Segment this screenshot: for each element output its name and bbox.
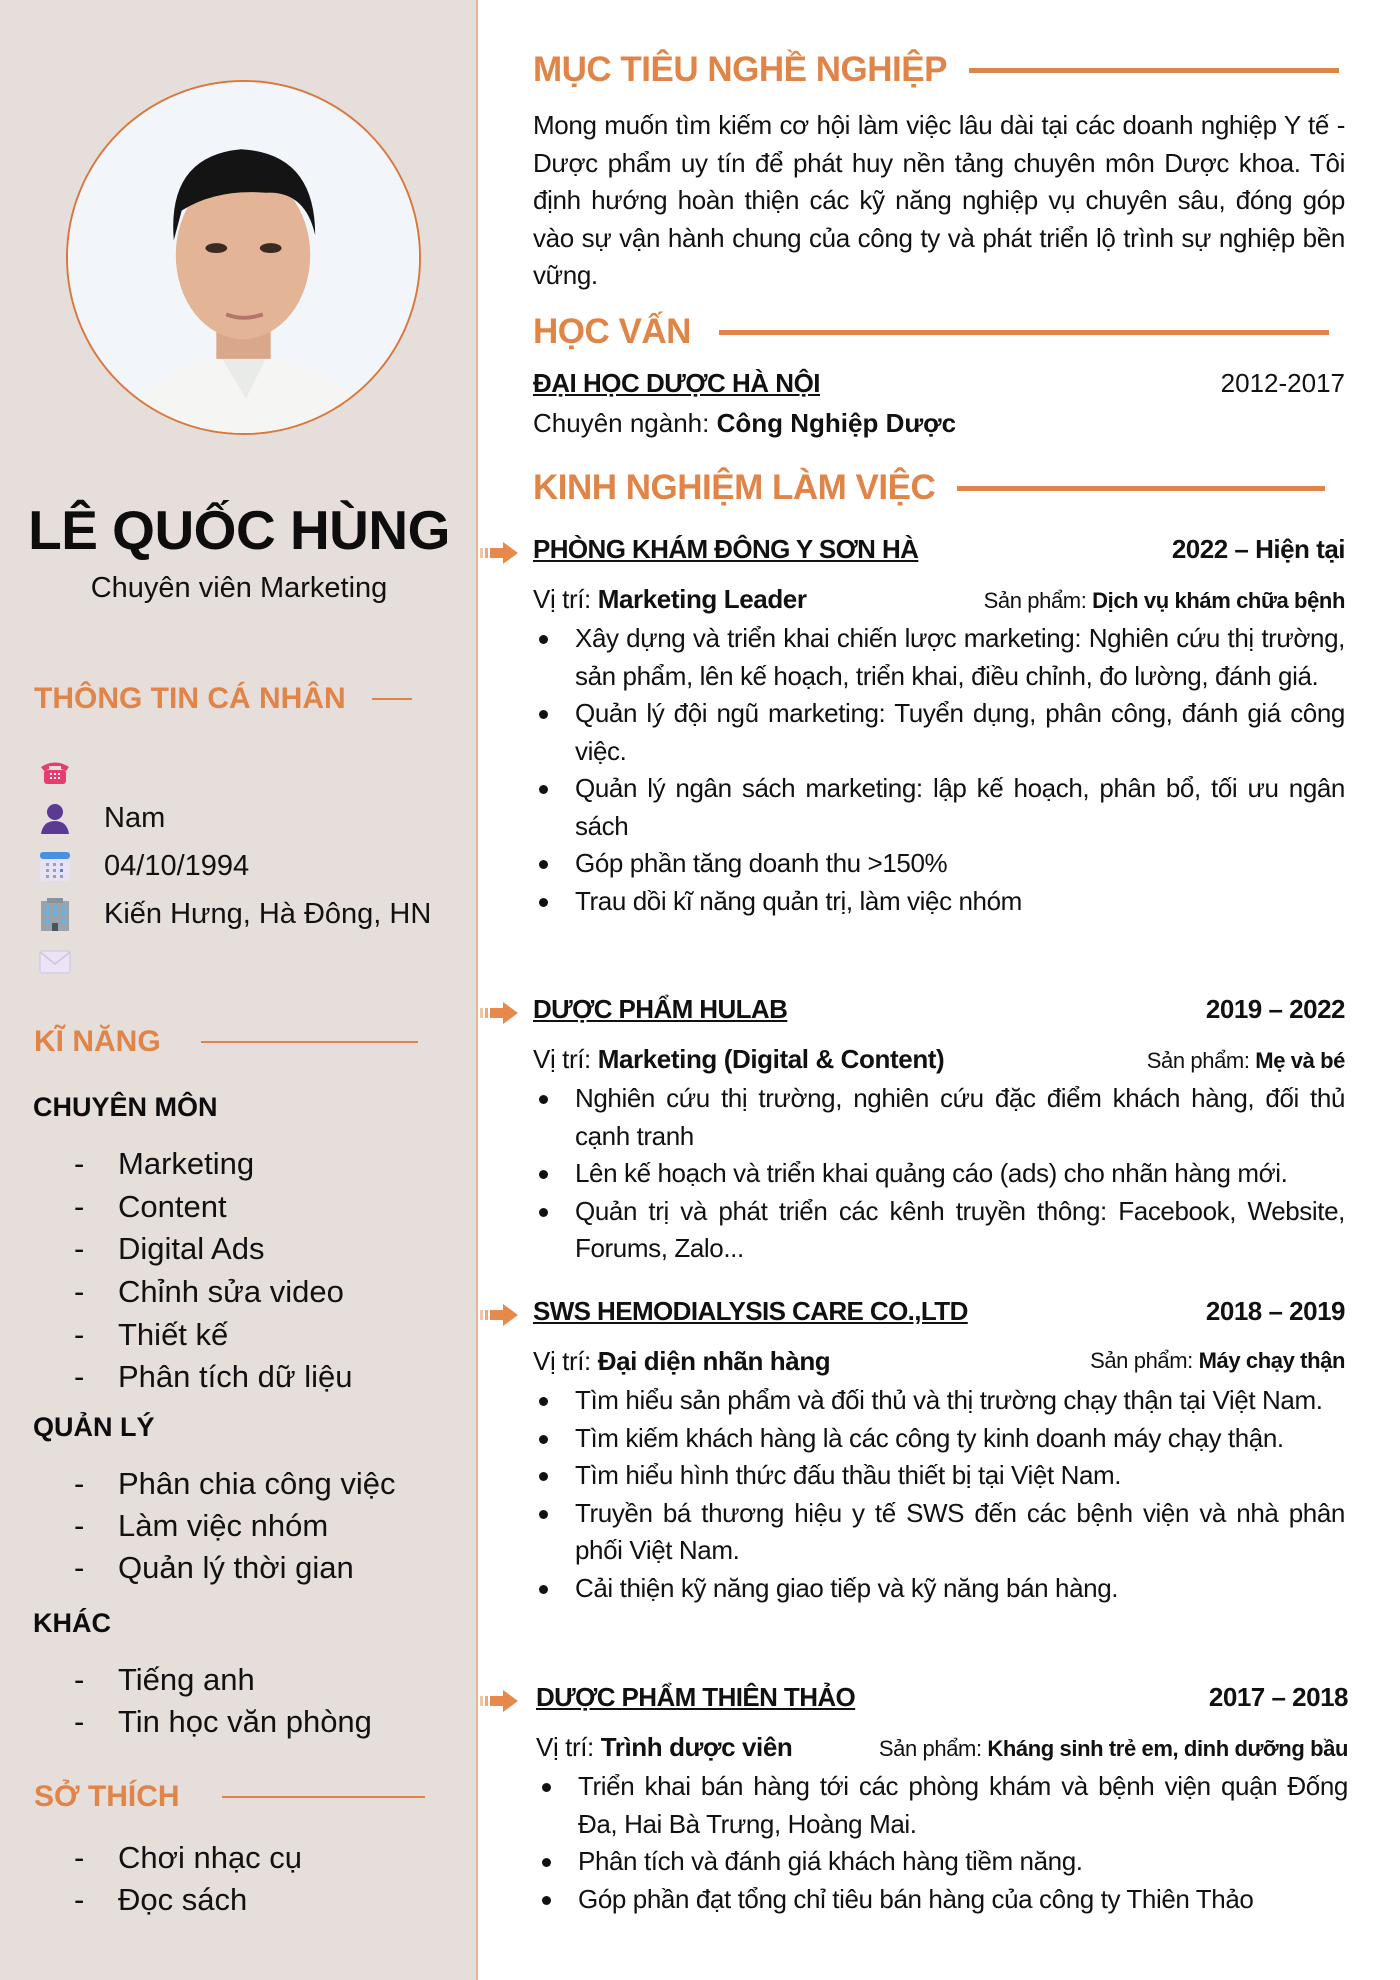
arrow-right-icon [480,1002,518,1024]
info-phone [38,752,104,792]
info-email [38,942,104,982]
hobby-item: - Chơi nhạc cụ [74,1840,303,1875]
job-bullet: Nghiên cứu thị trường, nghiên cứu đặc điểm khách hàng, đối thủ cạnh tranh [533,1080,1345,1155]
skills-heading-text: KĨ NĂNG [34,1025,161,1058]
arrow-right-icon [480,1304,518,1326]
candidate-title: Chuyên viên Marketing [90,572,388,604]
skill-item: - Phân tích dữ liệu [74,1359,353,1394]
skill-item: - Content [74,1189,227,1224]
product-label: Sản phẩm: [878,1736,988,1761]
job-company: PHÒNG KHÁM ĐÔNG Y SƠN HÀ [533,534,919,564]
product-value: Kháng sinh trẻ em, dinh dưỡng bầu [987,1736,1348,1761]
info-gender [38,798,165,838]
role-label: Vị trí: [533,1044,598,1074]
hobbies-heading [34,1780,425,1814]
job-bullet: Góp phần tăng doanh thu >150% [533,845,1345,883]
skill-item-label: Chỉnh sửa video [118,1274,344,1309]
job-company: DƯỢC PHẨM THIÊN THẢO [536,1682,856,1712]
heading-rule [969,68,1339,73]
skill-group-title: QUẢN LÝ [33,1412,155,1442]
job-bullet: Cải thiện kỹ năng giao tiếp và kỹ năng bán hàng. [533,1570,1345,1608]
job-role [533,1044,944,1075]
hobby-item-label: Chơi nhạc cụ [118,1840,303,1875]
product-value: Dịch vụ khám chữa bệnh [1092,588,1345,613]
job-product [984,588,1345,614]
major-value: Công Nghiệp Dược [716,408,957,438]
role-value: Marketing (Digital & Content) [597,1044,945,1074]
experience-heading-text: KINH NGHIỆM LÀM VIỆC [533,468,936,507]
birthdate-value: 04/10/1994 [104,849,250,882]
arrow-right-icon [480,542,518,564]
job-bullet: Góp phần đạt tổng chỉ tiêu bán hàng của công ty Thiên Thảo [536,1881,1348,1919]
telephone-icon [38,757,72,787]
profile-photo [66,80,421,435]
job-bullet: Quản trị và phát triển các kênh truyền thông: Facebook, Website, Forums, Zalo... [533,1193,1345,1268]
personal-info-heading-text: THÔNG TIN CÁ NHÂN [34,682,346,715]
skill-item: - Thiết kế [74,1317,229,1352]
education-school: ĐẠI HỌC DƯỢC HÀ NỘI [533,368,821,398]
job-bullets [533,620,1345,920]
skill-item-label: Phân chia công việc [118,1466,396,1501]
heading-rule [957,486,1325,491]
candidate-name: LÊ QUỐC HÙNG [28,499,450,561]
job-bullet: Quản lý ngân sách marketing: lập kế hoạch, phân bổ, tối ưu ngân sách [533,770,1345,845]
role-value: Đại diện nhãn hàng [597,1346,831,1376]
education-heading-text: HỌC VẤN [533,312,691,351]
skills-heading [34,1025,418,1059]
skill-item-label: Marketing [118,1146,255,1181]
job-period: 2017 – 2018 [1208,1682,1348,1712]
arrow-right-icon [480,1690,518,1712]
job-bullet: Xây dựng và triển khai chiến lược marketing: Nghiên cứu thị trường, sản phẩm, lên kế hoạch, triển khai, điều chỉnh, đo lường, đánh giá. [533,620,1345,695]
skill-item-label: Tiếng anh [118,1662,255,1697]
sidebar [0,0,478,1980]
role-value: Marketing Leader [597,584,807,614]
hobby-item: - Đọc sách [74,1882,248,1917]
job-bullet: Trau dồi kĩ năng quản trị, làm việc nhóm [533,883,1345,921]
info-address [38,894,431,934]
objective-heading [533,50,1339,90]
role-label: Vị trí: [533,584,598,614]
job-role [533,1346,830,1377]
experience-heading [533,468,1325,508]
job-company: SWS HEMODIALYSIS CARE CO.,LTD [533,1296,968,1326]
product-label: Sản phẩm: [1146,1048,1256,1073]
job-role [533,584,807,615]
job-bullet: Truyền bá thương hiệu y tế SWS đến các bệnh viện và nhà phân phối Việt Nam. [533,1495,1345,1570]
envelope-icon [38,947,72,977]
job-product [1147,1048,1345,1074]
heading-rule [719,330,1329,335]
heading-rule [201,1041,418,1043]
personal-info-heading [34,682,412,716]
skill-item: - Marketing [74,1146,255,1181]
skill-item-label: Quản lý thời gian [118,1550,354,1585]
person-icon [38,803,72,833]
job-period: 2022 – Hiện tại [1171,534,1345,564]
skill-item: - Làm việc nhóm [74,1508,329,1543]
job-bullet: Phân tích và đánh giá khách hàng tiềm năng. [536,1843,1348,1881]
skill-item-label: Thiết kế [118,1317,229,1352]
heading-rule [222,1796,425,1798]
skill-item: - Digital Ads [74,1231,265,1266]
job-bullets [533,1382,1345,1607]
job-company: DƯỢC PHẨM HULAB [533,994,788,1024]
product-label: Sản phẩm: [1090,1348,1199,1373]
job-product [879,1736,1348,1762]
job-period: 2019 – 2022 [1205,994,1345,1024]
job-bullet: Quản lý đội ngũ marketing: Tuyển dụng, phân công, đánh giá công việc. [533,695,1345,770]
skill-group-title: KHÁC [33,1608,111,1638]
heading-rule [372,698,412,700]
skill-item-label: Digital Ads [118,1231,265,1266]
skill-item-label: Content [118,1189,227,1224]
job-bullet: Tìm hiểu hình thức đấu thầu thiết bị tại Việt Nam. [533,1457,1345,1495]
address-value: Kiến Hưng, Hà Đông, HN [104,897,432,930]
calendar-icon [38,851,72,881]
hobby-item-label: Đọc sách [118,1882,248,1917]
product-label: Sản phẩm: [983,588,1093,613]
education-major [533,408,956,439]
product-value: Máy chạy thận [1198,1348,1345,1373]
job-period: 2018 – 2019 [1205,1296,1345,1326]
skill-item: - Phân chia công việc [74,1466,396,1501]
gender-value: Nam [104,801,166,834]
objective-text: Mong muốn tìm kiếm cơ hội làm việc lâu dài tại các doanh nghiệp Y tế - Dược phẩm uy tín để phát huy nền tảng chuyên môn Dược khoa. Tôi định hướng hoàn thiện các kỹ năng nghiệp vụ chuyên sâu, đóng góp vào sự vận hành chung của công ty và phát triển lộ trình sự nghiệp bền vững. [533,110,1345,290]
education-heading [533,312,1329,352]
skill-item: - Quản lý thời gian [74,1550,354,1585]
skill-group-title: CHUYÊN MÔN [33,1092,218,1122]
skill-item: - Tiếng anh [74,1662,255,1697]
job-bullet: Tìm kiếm khách hàng là các công ty kinh doanh máy chạy thận. [533,1420,1345,1458]
skill-item-label: Phân tích dữ liệu [118,1359,353,1394]
role-label: Vị trí: [536,1732,601,1762]
portrait-image [68,82,419,433]
skill-item-label: Tin học văn phòng [118,1704,372,1739]
objective-heading-text: MỤC TIÊU NGHỀ NGHIỆP [533,50,947,89]
job-bullets [536,1768,1348,1918]
hobbies-heading-text: SỞ THÍCH [34,1780,180,1813]
skill-item: - Chỉnh sửa video [74,1274,344,1309]
info-birthdate [38,846,249,886]
job-bullet: Triển khai bán hàng tới các phòng khám và bệnh viện quận Đống Đa, Hai Bà Trưng, Hoàng Mai. [536,1768,1348,1843]
skill-item: - Tin học văn phòng [74,1704,372,1739]
product-value: Mẹ và bé [1255,1048,1345,1073]
role-value: Trình dược viên [600,1732,793,1762]
job-bullets [533,1080,1345,1268]
major-label: Chuyên ngành: [533,408,717,438]
job-bullet: Tìm hiểu sản phẩm và đối thủ và thị trường chạy thận tại Việt Nam. [533,1382,1345,1420]
job-product [1090,1348,1345,1374]
job-bullet: Lên kế hoạch và triển khai quảng cáo (ads) cho nhãn hàng mới. [533,1155,1345,1193]
skill-item-label: Làm việc nhóm [118,1508,329,1543]
role-label: Vị trí: [533,1346,598,1376]
education-period: 2012-2017 [1220,368,1345,398]
job-role [536,1732,792,1763]
building-icon [38,899,72,929]
